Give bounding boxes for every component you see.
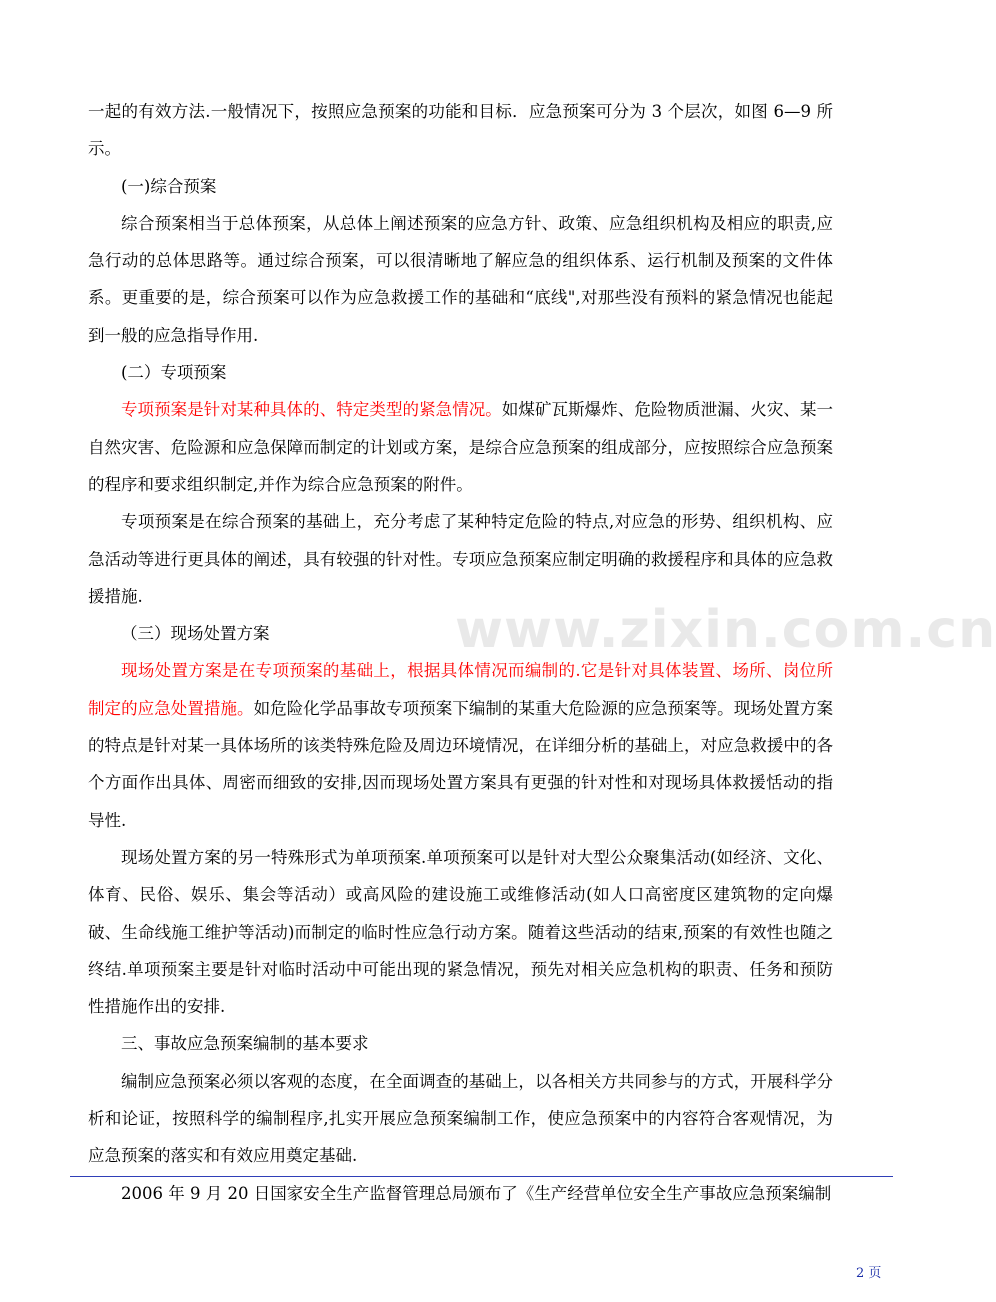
watermark: www.zixin.com.cn	[455, 600, 996, 660]
paragraph-intro: 一起的有效方法.一般情况下，按照应急预案的功能和目标．应急预案可分为 3 个层次，如图 6—9 所示。	[88, 102, 833, 159]
paragraph-regulation: 2006 年 9 月 20 日国家安全生产监督管理总局颁布了《生产经营单位安全生产事故应急预案编制	[121, 1183, 832, 1203]
paragraph-onsite-plan	[88, 652, 833, 838]
paragraph-text: 如煤矿瓦斯爆炸、危险物质泄漏、火灾、某一自然灾害、危险源和应急保障而制定的计划或方案，是综合应急预案的组成部分，应按照综合应急预案的程序和要求组织制定,并作为综合应急预案的附件。	[88, 400, 834, 494]
highlighted-text: 专项预案是针对某种具体的、特定类型的紧急情况。	[121, 400, 502, 420]
heading-comprehensive-plan: (一)综合预案	[121, 176, 217, 196]
heading-basic-requirements: 三、事故应急预案编制的基本要求	[121, 1034, 369, 1054]
paragraph-special-plan	[88, 391, 833, 503]
highlighted-text: 现场处置方案是在专项预案的基础上，根据具体情况而编制的.它是针对具体装置、场所、岗位所制定的应急处置措施。	[88, 661, 833, 718]
paragraph-special-plan-detail: 专项预案是在综合预案的基础上，充分考虑了某种特定危险的特点,对应急的形势、组织机构、应急活动等进行更具体的阐述，具有较强的针对性。专项应急预案应制定明确的救援程序和具体的应急救援措施.	[88, 512, 833, 606]
document-body	[88, 93, 996, 1212]
heading-onsite-plan: （三）现场处置方案	[121, 624, 270, 644]
paragraph-requirements: 编制应急预案必须以客观的态度，在全面调查的基础上，以各相关方共同参与的方式，开展科学分析和论证，按照科学的编制程序,扎实开展应急预案编制工作，使应急预案中的内容符合客观情况，为应急预案的落实和有效应用奠定基础.	[88, 1071, 833, 1166]
page-number: 2 页	[856, 1266, 882, 1281]
paragraph-single-plan: 现场处置方案的另一特殊形式为单项预案.单项预案可以是针对大型公众聚集活动(如经济、文化、体育、民俗、娱乐、集会等活动）或高风险的建设施工或维修活动(如人口高密度区建筑物的定向爆破、生命线施工维护等活动)而制定的临时性应急行动方案。随着这些活动的结束,预案的有效性也随之终结.单项预案主要是针对临时活动中可能出现的紧急情况，预先对相关应急机构的职责、任务和预防性措施作出的安排.	[88, 847, 833, 1017]
heading-special-plan: (二）专项预案	[121, 363, 227, 383]
paragraph-comprehensive-plan: 综合预案相当于总体预案，从总体上阐述预案的应急方针、政策、应急组织机构及相应的职责,应急行动的总体思路等。通过综合预案，可以很清晰地了解应急的组织体系、运行机制及预案的文件体系。更重要的是，综合预案可以作为应急救援工作的基础和“底线",对那些没有预料的紧急情况也能起到一般的应急指导作用.	[88, 213, 833, 345]
paragraph-text: 如危险化学品事故专项预案下编制的某重大危险源的应急预案等。现场处置方案的特点是针对某一具体场所的该类特殊危险及周边环境情况，在详细分析的基础上，对应急救援中的各个方面作出具体、周密而细致的安排,因而现场处置方案具有更强的针对性和对现场具体救援恬动的指导性.	[88, 698, 834, 830]
footer-divider	[70, 1176, 893, 1177]
